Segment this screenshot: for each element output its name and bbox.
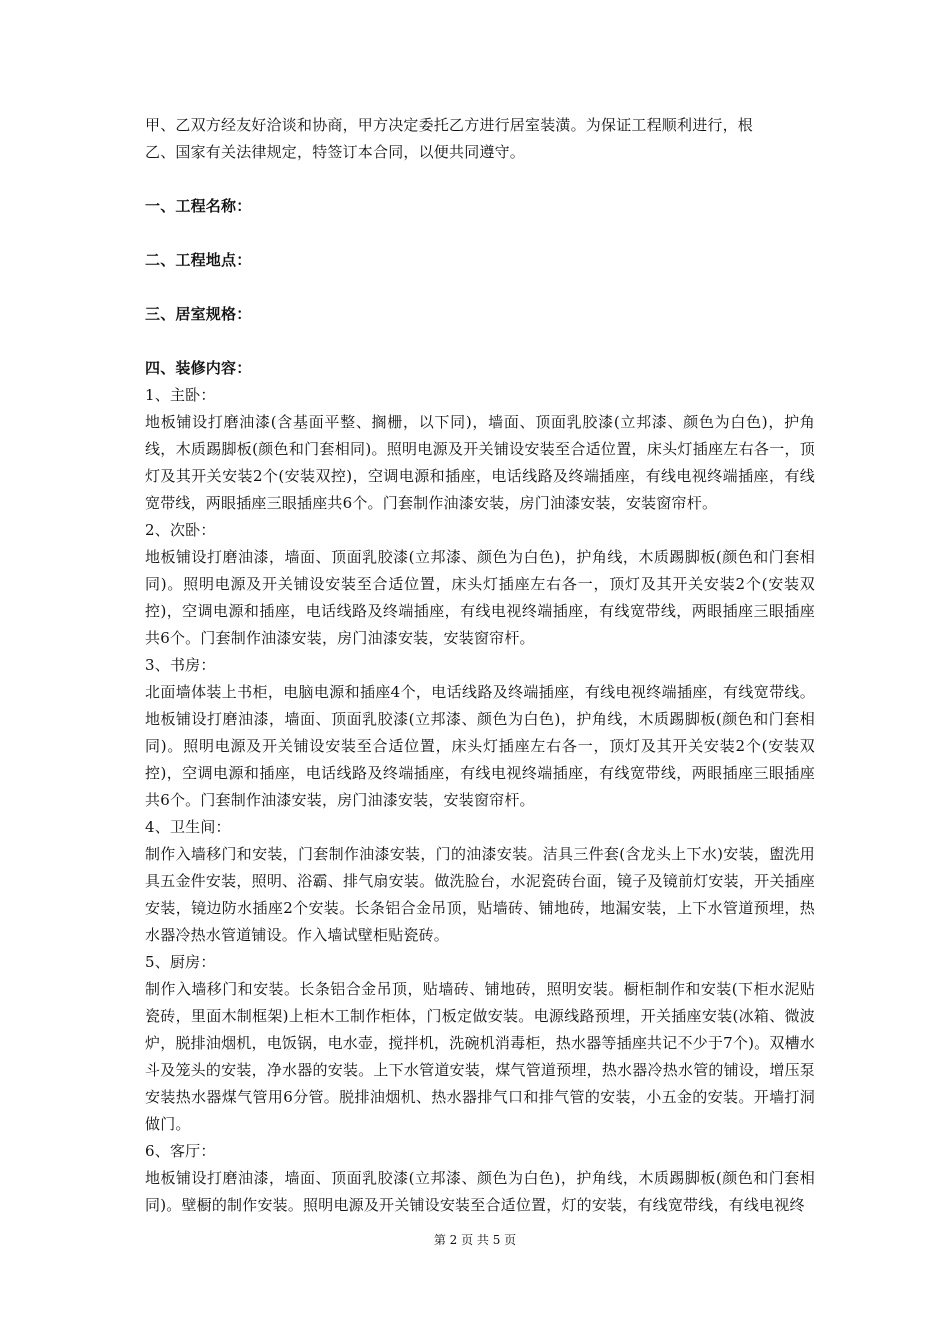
room-text-kitchen: 制作入墙移门和安装。长条铝合金吊顶，贴墙砖、铺地砖，照明安装。橱柜制作和安装(下柜水泥贴瓷砖，里面木制框架)上柜木工制作柜体，门板定做安装。电源线路预埋，开关插座安装(冰箱、微波炉，脱排油烟机，电饭锅，电水壶，搅拌机，洗碗机消毒柜，热水器等插座共记不少于7个)。双槽水斗及笼头的安装，净水器的安装。上下水管道安装，煤气管道预埋，热水器冷热水管的铺设，增压泵安装热水器煤气管用6分管。脱排油烟机、热水器排气口和排气管的安装，小五金的安装。开墙打洞做门。 <box>145 980 815 1133</box>
room-label-study: 3、书房： <box>145 656 216 674</box>
intro-paragraph <box>145 112 815 166</box>
room-label-living-room: 6、客厅： <box>145 1142 216 1160</box>
heading-renovation-content: 四、装修内容： <box>145 359 252 377</box>
page-number-footer: 第 2 页 共 5 页 <box>433 1233 517 1247</box>
room-label-bathroom: 4、卫生间： <box>145 818 231 836</box>
heading-project-location: 二、工程地点： <box>145 251 252 269</box>
room-text-study: 北面墙体装上书柜，电脑电源和插座4个，电话线路及终端插座，有线电视终端插座，有线宽带线。地板铺设打磨油漆，墙面、顶面乳胶漆(立邦漆、颜色为白色)，护角线，木质踢脚板(颜色和门套相同)。照明电源及开关铺设安装至合适位置，床头灯插座左右各一，顶灯及其开关安装2个(安装双控)，空调电源和插座，电话线路及终端插座，有线电视终端插座，有线宽带线，两眼插座三眼插座共6个。门套制作油漆安装，房门油漆安装，安装窗帘杆。 <box>145 683 815 809</box>
intro-line-1: 甲、乙双方经友好洽谈和协商，甲方决定委托乙方进行居室装潢。为保证工程顺利进行，根 <box>145 116 754 134</box>
room-text-second-bedroom: 地板铺设打磨油漆，墙面、顶面乳胶漆(立邦漆、颜色为白色)，护角线，木质踢脚板(颜色和门套相同)。照明电源及开关铺设安装至合适位置，床头灯插座左右各一，顶灯及其开关安装2个(安装双控)，空调电源和插座，电话线路及终端插座，有线电视终端插座，有线宽带线，两眼插座三眼插座共6个。门套制作油漆安装，房门油漆安装，安装窗帘杆。 <box>145 548 815 647</box>
intro-line-2: 乙、国家有关法律规定，特签订本合同，以便共同遵守。 <box>145 143 526 161</box>
room-text-master-bedroom: 地板铺设打磨油漆(含基面平整、搁栅，以下同)，墙面、顶面乳胶漆(立邦漆、颜色为白色)，护角线，木质踢脚板(颜色和门套相同)。照明电源及开关铺设安装至合适位置，床头灯插座左右各一，顶灯及其开关安装2个(安装双控)，空调电源和插座，电话线路及终端插座，有线电视终端插座，有线宽带线，两眼插座三眼插座共6个。门套制作油漆安装，房门油漆安装，安装窗帘杆。 <box>145 413 815 512</box>
room-label-master-bedroom: 1、主卧： <box>145 386 216 404</box>
contract-body <box>145 112 815 1219</box>
room-label-second-bedroom: 2、次卧： <box>145 521 216 539</box>
room-label-kitchen: 5、厨房： <box>145 953 216 971</box>
heading-room-spec: 三、居室规格： <box>145 305 252 323</box>
room-text-living-room: 地板铺设打磨油漆，墙面、顶面乳胶漆(立邦漆、颜色为白色)，护角线，木质踢脚板(颜色和门套相同)。壁橱的制作安装。照明电源及开关铺设安装至合适位置，灯的安装，有线宽带线，有线电视终 <box>145 1169 815 1214</box>
heading-project-name: 一、工程名称： <box>145 197 252 215</box>
room-text-bathroom: 制作入墙移门和安装，门套制作油漆安装，门的油漆安装。洁具三件套(含龙头上下水)安装，盥洗用具五金件安装，照明、浴霸、排气扇安装。做洗脸台，水泥瓷砖台面，镜子及镜前灯安装，开关插座安装，镜边防水插座2个安装。长条铝合金吊顶，贴墙砖、铺地砖，地漏安装，上下水管道预埋，热水器冷热水管道铺设。作入墙试壁柜贴瓷砖。 <box>145 845 815 944</box>
